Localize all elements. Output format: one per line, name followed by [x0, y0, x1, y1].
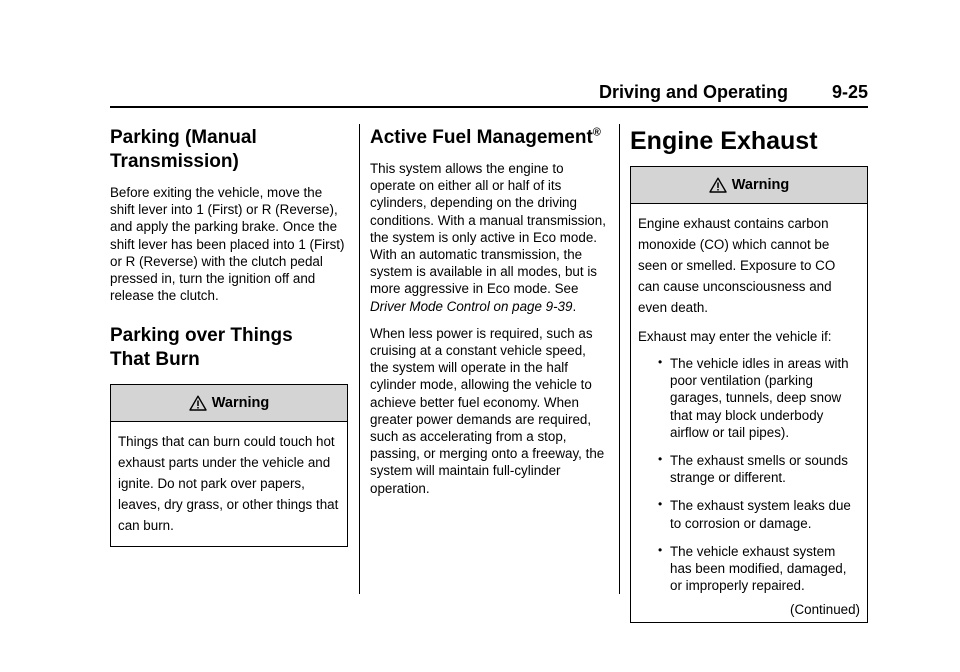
warning-triangle-icon	[709, 177, 727, 193]
section-title: Driving and Operating	[598, 82, 788, 102]
column-divider-1	[359, 124, 360, 594]
warning-text-1: Engine exhaust contains carbon monoxide (CO) which cannot be seen or smelled. Exposure to CO can cause unconsciousness and even death.	[638, 216, 836, 315]
warning-header	[631, 167, 867, 204]
continued-label: (Continued)	[790, 602, 860, 618]
warning-text-2: Exhaust may enter the vehicle if:	[638, 329, 832, 344]
warning-label: Warning	[731, 177, 790, 193]
column-2	[370, 126, 608, 507]
paragraph-afm-1: This system allows the engine to operate on either all or half of its cylinders, depending on the driving conditions. With a manual transmission, the system is only active in Eco mode. With an automatic transmission, the system is available in all modes, but is more aggressive in Eco mode. See Driver Mode Control on page 9-39.	[370, 161, 606, 314]
page-number: 9-25	[831, 82, 868, 102]
registered-mark: ®	[592, 126, 601, 139]
list-item: • The vehicle idles in areas with poor ventilation (parking garages, tunnels, deep snow that may block underbody airflow or tail pipes).	[670, 355, 860, 441]
warning-header	[111, 385, 347, 422]
list-item: • The exhaust system leaks due to corrosion or damage.	[670, 497, 860, 531]
exhaust-bullet-list	[638, 355, 860, 594]
warning-box-exhaust	[630, 166, 868, 623]
heading-parking-manual: Parking (Manual Transmission)	[110, 127, 257, 172]
page-header	[110, 82, 868, 108]
heading-parking-things: Parking over Things That Burn	[110, 325, 293, 371]
cross-reference-link[interactable]: Driver Mode Control on page 9-39	[370, 298, 573, 314]
column-divider-2	[619, 124, 620, 594]
list-item: • The exhaust smells or sounds strange or different.	[670, 452, 860, 486]
warning-triangle-icon	[189, 395, 207, 411]
heading-active-fuel-management: Active Fuel Management®	[370, 126, 601, 148]
paragraph-parking-manual: Before exiting the vehicle, move the shift lever into 1 (First) or R (Reverse), and apply the parking brake. Once the shift lever has been placed into 1 (First) or R (Reverse) with the clutch pedal pressed in, turn the ignition off and release the clutch.	[110, 185, 345, 304]
list-item: • The vehicle exhaust system has been modified, damaged, or improperly repaired.	[670, 543, 860, 595]
column-3	[630, 126, 868, 623]
warning-label: Warning	[211, 395, 270, 412]
heading-engine-exhaust: Engine Exhaust	[630, 127, 818, 155]
paragraph-afm-2: When less power is required, such as cruising at a constant vehicle speed, the system will operate in the half cylinder mode, allowing the vehicle to achieve better fuel economy. When greater power demands are required, such as accelerating from a stop, passing, or merging onto a freeway, the system will maintain full-cylinder operation.	[370, 325, 605, 496]
warning-box-parking	[110, 384, 348, 547]
column-1	[110, 126, 348, 547]
warning-text: Things that can burn could touch hot exhaust parts under the vehicle and ignite. Do not park over papers, leaves, dry grass, or other things that can burn.	[118, 434, 339, 534]
